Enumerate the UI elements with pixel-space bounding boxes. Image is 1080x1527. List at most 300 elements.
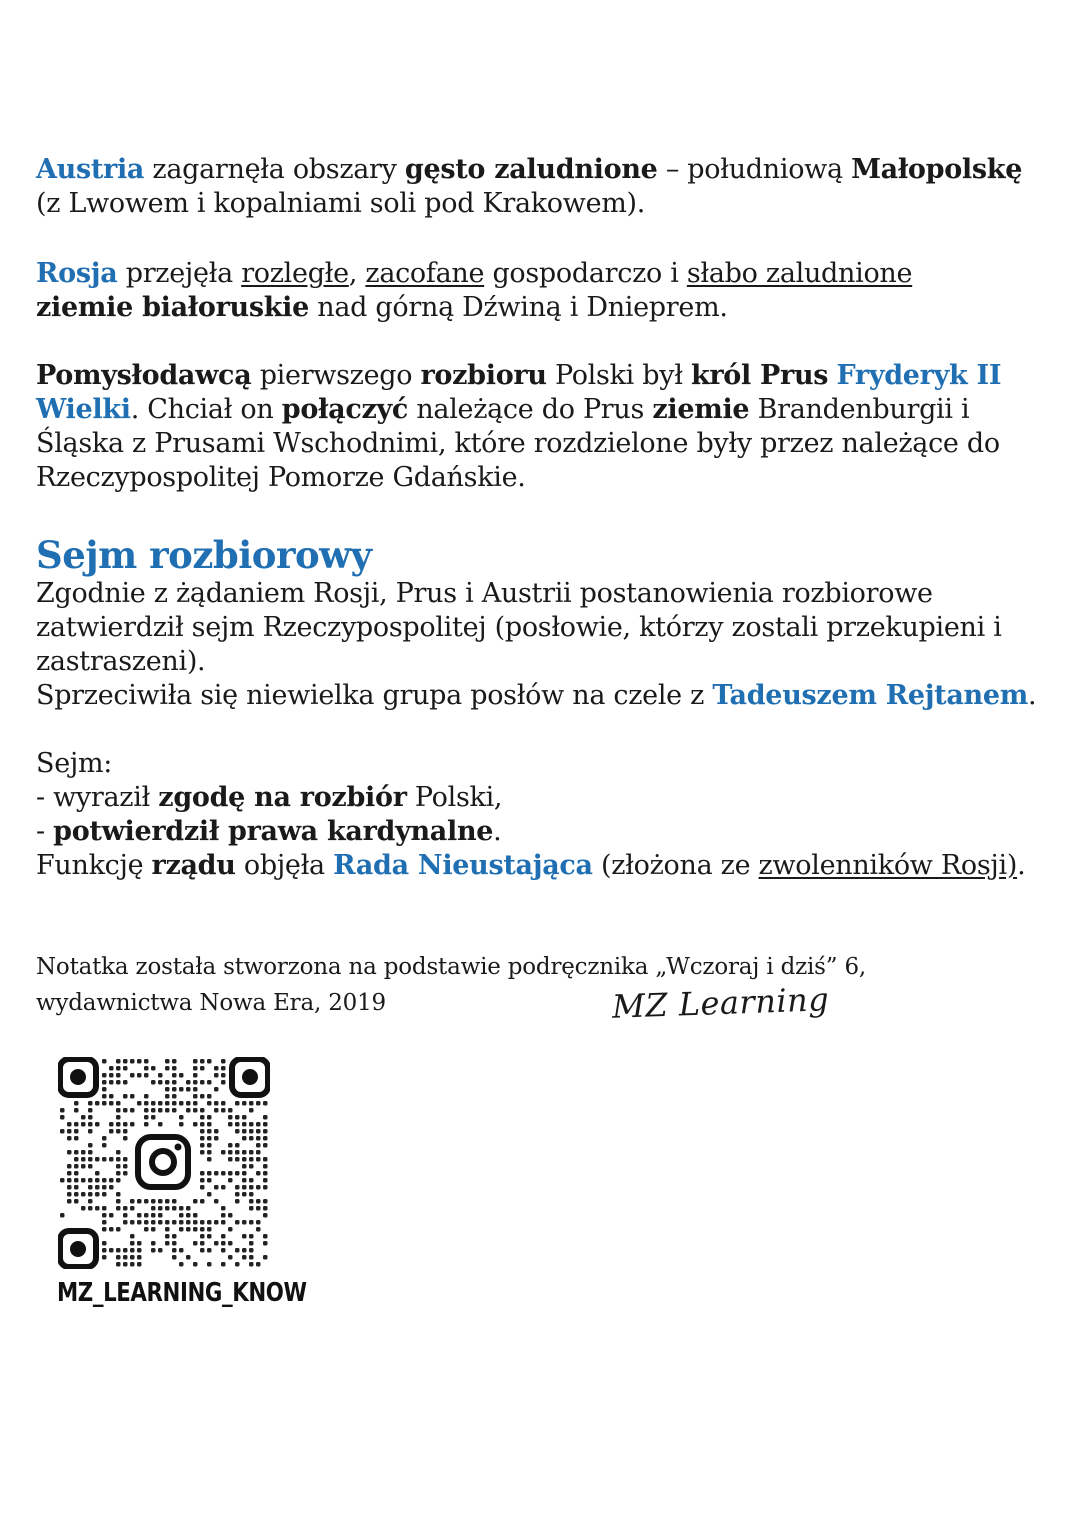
qr-module [186, 1255, 191, 1260]
qr-module [193, 1227, 198, 1232]
qr-module [102, 1206, 107, 1211]
qr-module [116, 1150, 121, 1155]
qr-module [102, 1087, 107, 1092]
instagram-icon [132, 1131, 194, 1193]
qr-module [130, 1206, 135, 1211]
qr-module [186, 1080, 191, 1085]
qr-module [263, 1241, 268, 1246]
qr-module [95, 1178, 100, 1183]
qr-module [263, 1129, 268, 1134]
qr-module [242, 1164, 247, 1169]
qr-module [200, 1241, 205, 1246]
qr-module [200, 1199, 205, 1204]
qr-module [67, 1178, 72, 1183]
qr-module [109, 1080, 114, 1085]
qr-module [214, 1136, 219, 1141]
qr-module [109, 1066, 114, 1071]
qr-module [102, 1192, 107, 1197]
qr-module [130, 1108, 135, 1113]
qr-module [249, 1206, 254, 1211]
qr-module [158, 1073, 163, 1078]
qr-module [193, 1199, 198, 1204]
qr-module [249, 1164, 254, 1169]
qr-module [74, 1164, 79, 1169]
qr-module [144, 1220, 149, 1225]
qr-module [144, 1073, 149, 1078]
qr-module [123, 1094, 128, 1099]
qr-module [221, 1073, 226, 1078]
qr-module [60, 1129, 65, 1134]
qr-module [221, 1248, 226, 1253]
qr-module [207, 1136, 212, 1141]
qr-module [137, 1241, 142, 1246]
qr-module [200, 1122, 205, 1127]
qr-module [228, 1150, 233, 1155]
qr-module [67, 1122, 72, 1127]
qr-module [242, 1129, 247, 1134]
qr-module [228, 1115, 233, 1120]
qr-module [263, 1115, 268, 1120]
qr-module [109, 1227, 114, 1232]
qr-module [123, 1206, 128, 1211]
qr-module [74, 1185, 79, 1190]
qr-module [172, 1101, 177, 1106]
qr-module [221, 1066, 226, 1071]
qr-module [137, 1262, 142, 1267]
qr-module [95, 1206, 100, 1211]
qr-module [221, 1101, 226, 1106]
qr-module [200, 1234, 205, 1239]
qr-module [116, 1206, 121, 1211]
qr-module [242, 1178, 247, 1183]
qr-module [221, 1213, 226, 1218]
qr-module [151, 1115, 156, 1120]
qr-module [249, 1241, 254, 1246]
qr-module [109, 1122, 114, 1127]
qr-module [200, 1248, 205, 1253]
qr-module [95, 1101, 100, 1106]
qr-module [102, 1185, 107, 1190]
qr-module [67, 1199, 72, 1204]
qr-module [165, 1087, 170, 1092]
qr-module [158, 1213, 163, 1218]
qr-module [116, 1108, 121, 1113]
qr-module [256, 1143, 261, 1148]
qr-module [165, 1241, 170, 1246]
qr-module [95, 1192, 100, 1197]
qr-module [123, 1108, 128, 1113]
qr-module [172, 1108, 177, 1113]
qr-module [193, 1213, 198, 1218]
qr-module [60, 1178, 65, 1183]
qr-module [214, 1066, 219, 1071]
qr-module [235, 1157, 240, 1162]
qr-module [123, 1171, 128, 1176]
qr-module [81, 1157, 86, 1162]
qr-module [151, 1241, 156, 1246]
qr-module [235, 1262, 240, 1267]
qr-module [249, 1108, 254, 1113]
qr-module [116, 1171, 121, 1176]
qr-module [263, 1178, 268, 1183]
qr-module [242, 1136, 247, 1141]
qr-module [214, 1185, 219, 1190]
qr-module [214, 1220, 219, 1225]
paragraph-zgodnie: Zgodnie z żądaniem Rosji, Prus i Austrii postanowienia rozbiorowe zatwierdził sejm Rzeczypospolitej (posłowie, którzy zostali przekupieni i zastraszeni). [36, 578, 1002, 677]
paragraph-sejm: Sejm: - wyraził zgodę na rozbiór Polski, - potwierdził prawa kardynalne. Funkcję rządu objęła Rada Nieustająca (złożona ze zwolenników Rosji). [36, 748, 1026, 881]
qr-module [88, 1192, 93, 1197]
section-heading: Sejm rozbiorowy [36, 533, 372, 577]
qr-module [200, 1171, 205, 1176]
qr-module [67, 1129, 72, 1134]
qr-module [242, 1220, 247, 1225]
qr-module [123, 1220, 128, 1225]
qr-module [235, 1171, 240, 1176]
qr-module [74, 1199, 79, 1204]
qr-module [256, 1206, 261, 1211]
qr-module [67, 1136, 72, 1141]
qr-module [151, 1108, 156, 1113]
qr-module [81, 1122, 86, 1127]
qr-module [130, 1073, 135, 1078]
qr-module [207, 1115, 212, 1120]
qr-module [88, 1115, 93, 1120]
qr-module [102, 1136, 107, 1141]
qr-module [186, 1108, 191, 1113]
qr-module [256, 1136, 261, 1141]
qr-module [102, 1059, 107, 1064]
signature: MZ Learning [611, 980, 830, 1026]
qr-module [207, 1129, 212, 1134]
qr-module [165, 1220, 170, 1225]
qr-module [88, 1122, 93, 1127]
qr-module [249, 1255, 254, 1260]
qr-module [137, 1213, 142, 1218]
qr-module [256, 1157, 261, 1162]
qr-module [221, 1059, 226, 1064]
qr-module [263, 1185, 268, 1190]
qr-module [228, 1171, 233, 1176]
qr-module [263, 1101, 268, 1106]
qr-module [235, 1248, 240, 1253]
qr-module [179, 1220, 184, 1225]
qr-module [263, 1157, 268, 1162]
qr-module [256, 1227, 261, 1232]
qr-module [116, 1059, 121, 1064]
qr-module [88, 1199, 93, 1204]
qr-module [228, 1108, 233, 1113]
qr-module [235, 1199, 240, 1204]
qr-module [200, 1136, 205, 1141]
qr-module [88, 1129, 93, 1134]
qr-module [123, 1122, 128, 1127]
qr-module [228, 1178, 233, 1183]
qr-module [88, 1108, 93, 1113]
qr-module [207, 1178, 212, 1183]
qr-module [116, 1101, 121, 1106]
qr-module [81, 1150, 86, 1155]
qr-module [214, 1171, 219, 1176]
qr-module [214, 1073, 219, 1078]
qr-module [151, 1101, 156, 1106]
qr-module [158, 1122, 163, 1127]
qr-module [67, 1192, 72, 1197]
qr-module [228, 1227, 233, 1232]
qr-module [81, 1178, 86, 1183]
qr-module [235, 1150, 240, 1155]
paragraph-rosja: Rosja przejęła rozległe, zacofane gospodarczo i słabo zaludnione ziemie białoruskie nad górną Dźwiną i Dnieprem. [36, 258, 913, 323]
qr-module [179, 1213, 184, 1218]
qr-module [172, 1206, 177, 1211]
qr-module [200, 1080, 205, 1085]
qr-module [109, 1157, 114, 1162]
qr-module [102, 1241, 107, 1246]
qr-module [221, 1241, 226, 1246]
qr-module [130, 1262, 135, 1267]
qr-module [221, 1171, 226, 1176]
qr-module [207, 1248, 212, 1253]
qr-module [235, 1192, 240, 1197]
qr-module [116, 1066, 121, 1071]
qr-module [179, 1206, 184, 1211]
qr-module [249, 1248, 254, 1253]
qr-module [102, 1227, 107, 1232]
qr-module [130, 1234, 135, 1239]
qr-module [179, 1227, 184, 1232]
qr-module [165, 1227, 170, 1232]
qr-module [256, 1199, 261, 1204]
qr-module [263, 1234, 268, 1239]
qr-module [235, 1220, 240, 1225]
qr-module [116, 1227, 121, 1232]
qr-module [165, 1199, 170, 1204]
term-rosja: Rosja [36, 258, 118, 289]
qr-module [249, 1150, 254, 1155]
qr-module [123, 1213, 128, 1218]
qr-module [81, 1115, 86, 1120]
qr-module [151, 1199, 156, 1204]
qr-module [200, 1129, 205, 1134]
qr-module [95, 1171, 100, 1176]
qr-module [95, 1122, 100, 1127]
qr-module [158, 1248, 163, 1253]
qr-module [123, 1262, 128, 1267]
qr-module [158, 1206, 163, 1211]
qr-module [88, 1101, 93, 1106]
qr-module [207, 1080, 212, 1085]
qr-module [214, 1241, 219, 1246]
qr-module [186, 1227, 191, 1232]
qr-module [102, 1178, 107, 1183]
qr-module [249, 1129, 254, 1134]
qr-module [151, 1220, 156, 1225]
qr-module [200, 1220, 205, 1225]
qr-module [242, 1157, 247, 1162]
qr-module [74, 1122, 79, 1127]
qr-module [221, 1080, 226, 1085]
qr-module [179, 1115, 184, 1120]
qr-module [207, 1101, 212, 1106]
qr-module [179, 1101, 184, 1106]
qr-module [158, 1199, 163, 1204]
paragraph-austria: Austria zagarnęła obszary gęsto zaludnione – południową Małopolskę (z Lwowem i kopalniami soli pod Krakowem). [36, 154, 1023, 219]
qr-module [88, 1143, 93, 1148]
qr-module [60, 1213, 65, 1218]
qr-module [249, 1122, 254, 1127]
qr-module [228, 1213, 233, 1218]
qr-module [200, 1094, 205, 1099]
qr-module [235, 1101, 240, 1106]
qr-module [116, 1178, 121, 1183]
qr-module [165, 1080, 170, 1085]
qr-finder-top-left [60, 1059, 96, 1095]
qr-module [249, 1262, 254, 1267]
qr-module [144, 1066, 149, 1071]
qr-module [214, 1199, 219, 1204]
qr-code-icon[interactable] [58, 1057, 270, 1269]
qr-module [221, 1206, 226, 1211]
qr-module [214, 1087, 219, 1092]
qr-module [186, 1087, 191, 1092]
qr-module [102, 1157, 107, 1162]
qr-module [123, 1157, 128, 1162]
qr-module [67, 1185, 72, 1190]
qr-module [116, 1115, 121, 1120]
qr-module [263, 1164, 268, 1169]
qr-module [109, 1178, 114, 1183]
qr-module [116, 1122, 121, 1127]
qr-module [116, 1129, 121, 1134]
qr-module [151, 1080, 156, 1085]
qr-module [200, 1185, 205, 1190]
qr-module [242, 1115, 247, 1120]
qr-module [186, 1101, 191, 1106]
qr-module [165, 1066, 170, 1071]
qr-module [137, 1255, 142, 1260]
qr-module [67, 1164, 72, 1169]
qr-module [88, 1164, 93, 1169]
term-austria: Austria [36, 154, 145, 185]
qr-module [74, 1136, 79, 1141]
qr-module [214, 1108, 219, 1113]
qr-module [179, 1248, 184, 1253]
qr-module [172, 1241, 177, 1246]
qr-finder-top-right [232, 1059, 268, 1095]
qr-module [102, 1094, 107, 1099]
qr-module [172, 1234, 177, 1239]
qr-module [242, 1171, 247, 1176]
qr-module [144, 1213, 149, 1218]
qr-module [242, 1122, 247, 1127]
qr-module [123, 1255, 128, 1260]
qr-module [123, 1129, 128, 1134]
qr-module [130, 1241, 135, 1246]
qr-module [130, 1220, 135, 1225]
qr-module [67, 1171, 72, 1176]
qr-module [158, 1080, 163, 1085]
qr-module [249, 1220, 254, 1225]
qr-module [123, 1248, 128, 1253]
qr-module [74, 1171, 79, 1176]
qr-module [116, 1080, 121, 1085]
qr-module [144, 1059, 149, 1064]
qr-module [179, 1262, 184, 1267]
qr-module [130, 1248, 135, 1253]
qr-module [193, 1073, 198, 1078]
qr-module [179, 1122, 184, 1127]
qr-module [235, 1122, 240, 1127]
paragraph-rejtan: Sprzeciwiła się niewielka grupa posłów na czele z Tadeuszem Rejtanem. [36, 680, 1037, 711]
qr-module [256, 1129, 261, 1134]
qr-module [221, 1185, 226, 1190]
qr-module [144, 1108, 149, 1113]
qr-module [200, 1059, 205, 1064]
qr-module [207, 1059, 212, 1064]
qr-module [144, 1122, 149, 1127]
qr-module [88, 1178, 93, 1183]
qr-module [242, 1234, 247, 1239]
qr-module [102, 1143, 107, 1148]
qr-module [144, 1227, 149, 1232]
qr-module [144, 1199, 149, 1204]
qr-module [151, 1066, 156, 1071]
qr-module [102, 1073, 107, 1078]
qr-module [60, 1115, 65, 1120]
qr-module [95, 1185, 100, 1190]
qr-module [193, 1066, 198, 1071]
qr-module [263, 1213, 268, 1218]
qr-caption: MZ_LEARNING_KNOW [57, 1278, 307, 1308]
qr-module [95, 1157, 100, 1162]
paragraph-pomyslodawca: Pomysłodawcą pierwszego rozbioru Polski był król Prus Fryderyk II Wielki. Chciał on połączyć należące do Prus ziemie Brandenburgii i Śląska z Prusami Wschodnimi, które rozdzielone były przez należące do Rzeczypospolitej Pomorze Gdańskie. [36, 360, 1002, 493]
qr-module [74, 1178, 79, 1183]
qr-module [207, 1122, 212, 1127]
qr-module [249, 1178, 254, 1183]
qr-module [158, 1220, 163, 1225]
qr-module [263, 1136, 268, 1141]
qr-module [116, 1199, 121, 1204]
qr-module [193, 1059, 198, 1064]
qr-module [137, 1073, 142, 1078]
qr-module [151, 1213, 156, 1218]
qr-module [242, 1185, 247, 1190]
qr-module [207, 1171, 212, 1176]
qr-module [137, 1101, 142, 1106]
qr-module [249, 1192, 254, 1197]
qr-module [144, 1101, 149, 1106]
qr-module [137, 1059, 142, 1064]
qr-module [123, 1136, 128, 1141]
qr-module [116, 1262, 121, 1267]
qr-module [249, 1199, 254, 1204]
qr-module [200, 1066, 205, 1071]
qr-module [249, 1157, 254, 1162]
qr-module [88, 1150, 93, 1155]
qr-module [130, 1059, 135, 1064]
qr-module [102, 1255, 107, 1260]
qr-module [137, 1248, 142, 1253]
qr-module [263, 1143, 268, 1148]
qr-module [172, 1199, 177, 1204]
qr-module [123, 1164, 128, 1169]
qr-module [144, 1115, 149, 1120]
qr-module [172, 1080, 177, 1085]
qr-module [235, 1115, 240, 1120]
qr-module [151, 1206, 156, 1211]
qr-module [214, 1101, 219, 1106]
qr-module [109, 1248, 114, 1253]
qr-module [193, 1108, 198, 1113]
